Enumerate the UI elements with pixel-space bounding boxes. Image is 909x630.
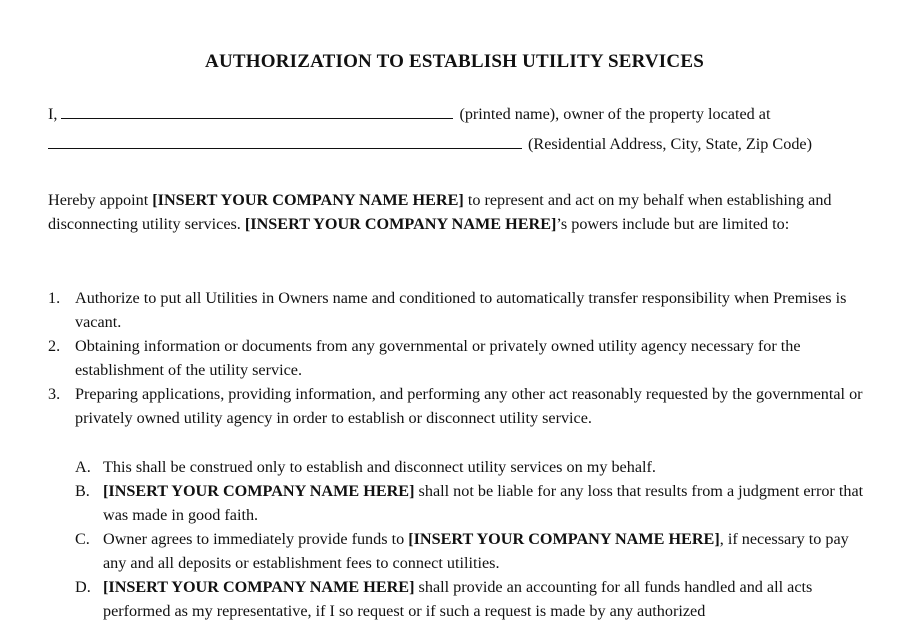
condition-text: This shall be construed only to establish and disconnect utility services on my behalf. <box>103 458 656 476</box>
list-number: 2. <box>48 337 61 355</box>
company-placeholder: [INSERT YOUR COMPANY NAME HERE] <box>408 530 720 548</box>
list-item-text: Preparing applications, providing information, and performing any other act reasonably requested by the governmental or privately owned utility agency in order to establish or disconnect utility service. <box>75 385 863 427</box>
printed-name-row <box>48 102 770 126</box>
printed-name-blank[interactable] <box>61 103 453 119</box>
condition-letter: C. <box>75 530 90 548</box>
address-row <box>48 132 812 156</box>
condition-item-a <box>75 455 865 479</box>
list-item <box>48 286 868 334</box>
condition-text: shall provide an accounting for all funds handled and all acts performed as my representative, if I so request or if such a request is made by any authorized <box>103 578 813 620</box>
company-placeholder: [INSERT YOUR COMPANY NAME HERE] <box>103 578 415 596</box>
list-item-text: Authorize to put all Utilities in Owners name and conditioned to automatically transfer responsibility when Premises is vacant. <box>75 289 847 331</box>
condition-text: Owner agrees to immediately provide funds to <box>103 530 409 548</box>
printed-name-label: (printed name), owner of the property located at <box>459 105 771 123</box>
company-placeholder: [INSERT YOUR COMPANY NAME HERE] <box>152 191 464 209</box>
condition-letter: D. <box>75 578 91 596</box>
list-item <box>48 334 868 382</box>
appointment-text-2: to represent and act on my behalf when establishing and disconnecting utility services. <box>48 191 832 233</box>
company-placeholder: [INSERT YOUR COMPANY NAME HERE] <box>244 215 557 233</box>
powers-list <box>48 286 868 430</box>
appointment-text-3: ’s powers include but are limited to: <box>556 215 790 233</box>
condition-item-c <box>75 527 865 575</box>
condition-letter: A. <box>75 458 91 476</box>
condition-text: , if necessary to pay any and all deposits or establishment fees to connect utilities. <box>103 530 849 572</box>
list-item <box>48 382 868 430</box>
appointment-paragraph <box>48 188 848 236</box>
company-placeholder: [INSERT YOUR COMPANY NAME HERE] <box>103 482 415 500</box>
condition-item-d <box>75 575 865 623</box>
appointment-text-1: Hereby appoint <box>48 191 153 209</box>
list-item-text: Obtaining information or documents from any governmental or privately owned utility agency necessary for the establishment of the utility service. <box>75 337 801 379</box>
condition-text: shall not be liable for any loss that results from a judgment error that was made in good faith. <box>103 482 864 524</box>
condition-item-b <box>75 479 865 527</box>
address-label: (Residential Address, City, State, Zip Code) <box>528 135 812 153</box>
conditions-list <box>75 455 865 623</box>
list-number: 3. <box>48 385 61 403</box>
address-blank[interactable] <box>48 133 522 149</box>
list-number: 1. <box>48 289 61 307</box>
condition-letter: B. <box>75 482 90 500</box>
document-title: AUTHORIZATION TO ESTABLISH UTILITY SERVICES <box>205 51 704 72</box>
printed-name-prefix: I, <box>48 105 58 123</box>
